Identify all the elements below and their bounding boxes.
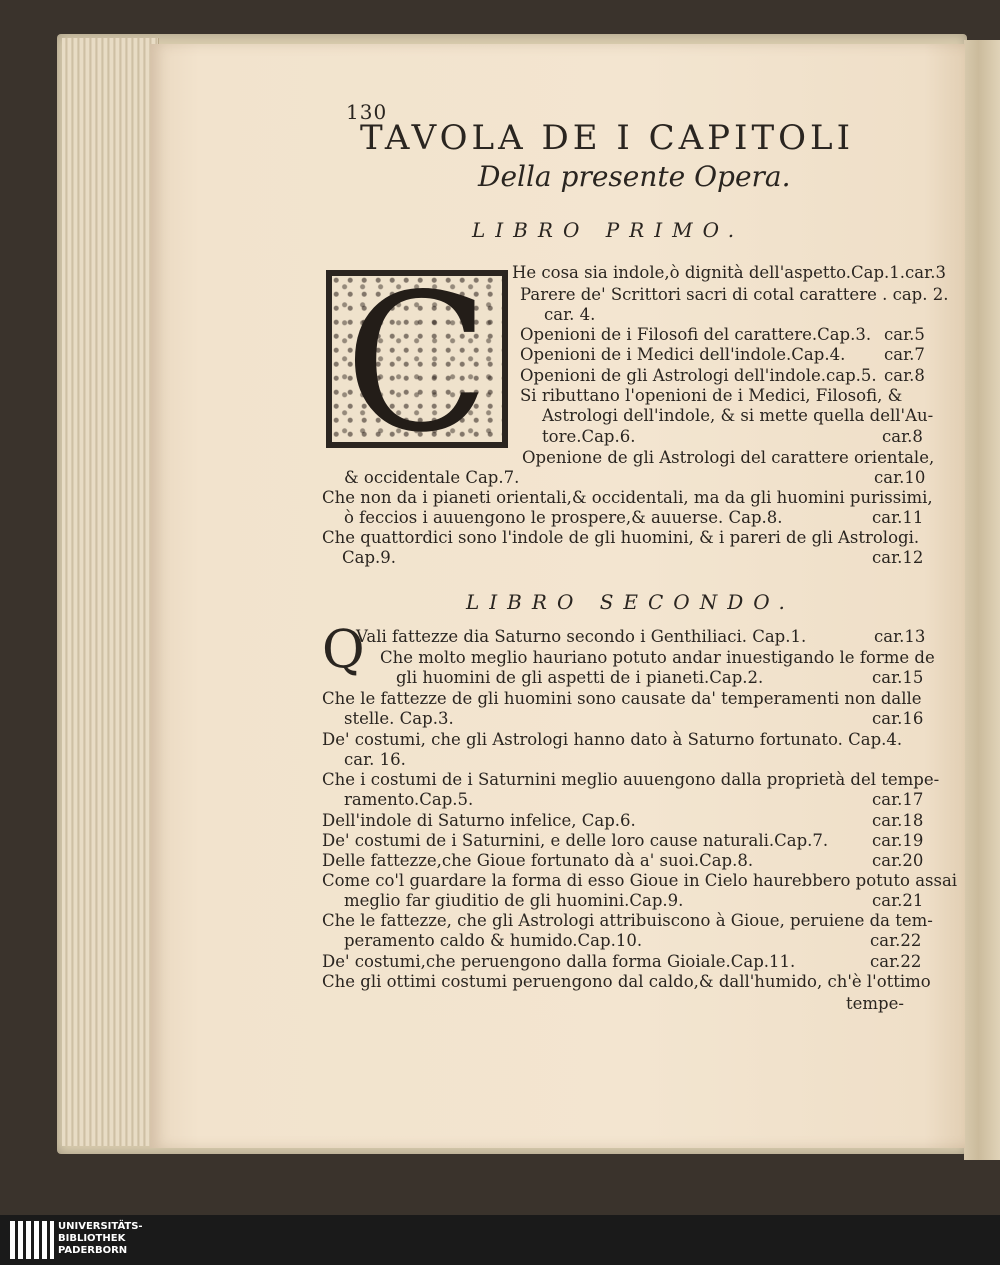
entry-line: & occidentale Cap.7. [344, 468, 520, 487]
entry-page-ref: car.10 [874, 468, 926, 487]
entry-line: Che non da i pianeti orientali,& occidentali, ma da gli huomini purissimi, [322, 488, 933, 507]
toc-entry [512, 263, 946, 283]
toc-entry [322, 952, 795, 972]
entry-page-ref: car.13 [874, 627, 926, 646]
entry-line: Openioni de i Filosofi del carattere.Cap.3. [520, 325, 872, 344]
entry-line: Che le fattezze de gli huomini sono causate da' temperamenti non dalle [322, 689, 922, 708]
entry-line: car. 4. [544, 305, 596, 324]
entry-page-ref: car.17 [872, 790, 924, 809]
library-footer [0, 1215, 1000, 1265]
page-subtitle: Della presente Opera. [478, 160, 791, 193]
entry-line: De' costumi de i Saturnini, e delle loro cause naturali.Cap.7. [322, 831, 829, 850]
libro-secondo-heading: LIBRO SECONDO. [466, 590, 795, 614]
entry-page-ref: car.8 [884, 366, 925, 385]
toc-entry [322, 851, 753, 871]
entry-line: car. 16. [344, 750, 406, 769]
entry-line: stelle. Cap.3. [344, 709, 454, 728]
entry-line: Astrologi dell'indole, & si mette quella dell'Au- [542, 406, 934, 425]
entry-page-ref: car.7 [884, 345, 925, 364]
entry-page-ref: car.22 [870, 952, 922, 971]
toc-entry [322, 972, 931, 992]
toc-entry [520, 325, 871, 345]
entry-line: Parere de' Scrittori sacri di cotal carattere . cap. 2. [520, 285, 949, 304]
library-name-line: UNIVERSITÄTS- [58, 1221, 143, 1232]
entry-page-ref: car.18 [872, 811, 924, 830]
entry-line: Che molto meglio hauriano potuto andar inuestigando le forme de [380, 648, 935, 667]
page-title: TAVOLA DE I CAPITOLI [360, 118, 855, 158]
entry-line: Come co'l guardare la forma di esso Gioue in Cielo haurebbero potuto assai [322, 871, 958, 890]
entry-line: Che i costumi de i Saturnini meglio auuengono dalla proprietà del tempe- [322, 770, 940, 789]
toc-entry [520, 345, 845, 365]
entry-line: ò feccios i auuengono le prospere,& auuerse. Cap.8. [344, 508, 783, 527]
entry-line: Dell'indole di Saturno infelice, Cap.6. [322, 811, 636, 830]
entry-line: Openione de gli Astrologi del carattere orientale, [522, 448, 935, 467]
initial-letter-q: Q [322, 620, 365, 680]
entry-page-ref: car.19 [872, 831, 924, 850]
library-logo-icon [10, 1219, 54, 1261]
entry-page-ref: car.15 [872, 668, 924, 687]
catchword: tempe- [846, 994, 904, 1013]
page-edges-left [62, 38, 159, 1146]
entry-page-ref: car.12 [872, 548, 924, 567]
page-edges-right [964, 40, 1000, 1160]
toc-entry [356, 627, 806, 647]
entry-page-ref: car.8 [882, 427, 923, 446]
entry-page-ref: car.22 [870, 931, 922, 950]
page-number: 130 [346, 100, 388, 124]
entry-line: meglio far giuditio de gli huomini.Cap.9. [344, 891, 684, 910]
entry-line: Openioni de i Medici dell'indole.Cap.4. [520, 345, 846, 364]
entry-line: Vali fattezze dia Saturno secondo i Genthiliaci. Cap.1. [356, 627, 807, 646]
entry-line: Openioni de gli Astrologi dell'indole.cap.5. [520, 366, 877, 385]
entry-page-ref: car.5 [884, 325, 925, 344]
toc-entry [520, 366, 877, 386]
entry-line: ramento.Cap.5. [344, 790, 474, 809]
entry-line: gli huomini de gli aspetti de i pianeti.Cap.2. [396, 668, 764, 687]
entry-line: Che gli ottimi costumi peruengono dal caldo,& dall'humido, ch'è l'ottimo [322, 972, 931, 991]
library-name-line: BIBLIOTHEK [58, 1233, 126, 1244]
entry-line: He cosa sia indole,ò dignità dell'aspetto.Cap.1.car.3 [512, 263, 946, 282]
entry-page-ref: car.16 [872, 709, 924, 728]
entry-line: Delle fattezze,che Gioue fortunato dà a' suoi.Cap.8. [322, 851, 754, 870]
entry-line: tore.Cap.6. [542, 427, 636, 446]
library-name-line: PADERBORN [58, 1245, 128, 1256]
entry-line: De' costumi, che gli Astrologi hanno dato à Saturno fortunato. Cap.4. [322, 730, 903, 749]
entry-line: Che quattordici sono l'indole de gli huomini, & i pareri de gli Astrologi. [322, 528, 920, 547]
entry-page-ref: car.21 [872, 891, 924, 910]
libro-primo-heading: LIBRO PRIMO. [472, 218, 745, 242]
entry-line: Cap.9. [342, 548, 397, 567]
entry-line: Che le fattezze, che gli Astrologi attribuiscono à Gioue, peruiene da tem- [322, 911, 933, 930]
entry-page-ref: car.20 [872, 851, 924, 870]
initial-letter: C [344, 253, 490, 474]
initial-ornament [332, 253, 502, 474]
entry-line: peramento caldo & humido.Cap.10. [344, 931, 643, 950]
toc-entry [322, 831, 828, 851]
entry-line: Si ributtano l'openioni de i Medici, Filosofi, & [520, 386, 903, 405]
entry-line: De' costumi,che peruengono dalla forma Gioiale.Cap.11. [322, 952, 796, 971]
entry-page-ref: car.11 [872, 508, 924, 527]
library-name [58, 1221, 143, 1257]
toc-entry [322, 811, 636, 831]
decorated-initial-c [326, 253, 508, 474]
